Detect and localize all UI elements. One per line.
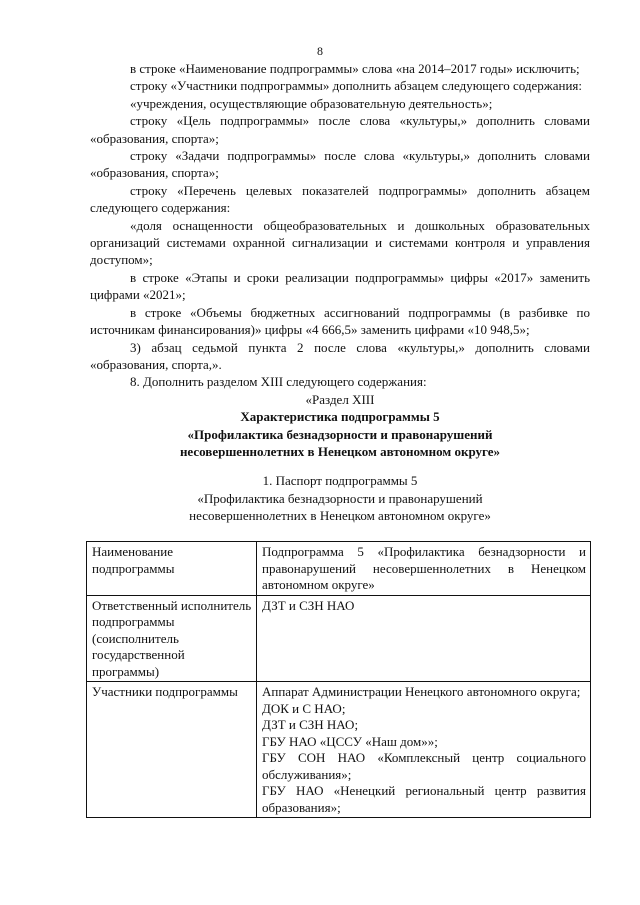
- row-label: Наименование подпрограммы: [87, 542, 257, 596]
- paragraph: строку «Задачи подпрограммы» после слова «культуры,» дополнить словами «образования, спорта»;: [90, 148, 590, 181]
- paragraph: строку «Перечень целевых показателей подпрограммы» дополнить абзацем следующего содержания:: [90, 182, 590, 216]
- paragraph: в строке «Наименование подпрограммы» слова «на 2014–2017 годы» исключить;: [130, 61, 580, 76]
- paragraph: 3) абзац седьмой пункта 2 после слова «культуры,» дополнить словами «образования, спорта,».: [90, 339, 590, 372]
- row-label: Ответственный исполнитель подпрограммы (соисполнитель государственной программы): [87, 595, 257, 682]
- section-title-line: несовершеннолетних в Ненецком автономном округе»: [179, 443, 501, 459]
- row-value-line: Подпрограмма 5 «Профилактика безнадзорности и правонарушений несовершеннолетних в Ненецком автономном округе»: [262, 544, 586, 592]
- row-value-line: ДЗТ и СЗН НАО;: [262, 717, 359, 732]
- row-value-line: ГБУ НАО «ЦССУ «Наш дом»»;: [262, 733, 438, 749]
- paragraph: в строке «Объемы бюджетных ассигнований подпрограммы (в разбивке по источникам финансирования)» цифры «4 666,5» заменить цифрами «10 948,5»;: [90, 304, 590, 338]
- section-title-line: «Профилактика безнадзорности и правонарушений: [187, 426, 493, 442]
- passport-table: [86, 541, 591, 818]
- section-label: «Раздел XIII: [305, 391, 375, 407]
- paragraph: строку «Цель подпрограммы» после слова «культуры,» дополнить словами «образования, спорта»;: [90, 113, 590, 146]
- row-value: [257, 542, 591, 596]
- row-label: Участники подпрограммы: [87, 682, 257, 818]
- row-value: [257, 595, 591, 682]
- paragraph: 8. Дополнить разделом XIII следующего содержания:: [130, 374, 427, 390]
- paragraph: в строке «Этапы и сроки реализации подпрограммы» цифры «2017» заменить цифрами «2021»;: [90, 269, 590, 303]
- passport-heading-line: 1. Паспорт подпрограммы 5: [262, 473, 418, 489]
- row-value-line: ГБУ СОН НАО «Комплексный центр социального обслуживания»;: [262, 750, 586, 782]
- row-value: [257, 682, 591, 818]
- table-row: [87, 682, 591, 818]
- row-value-line: ДОК и С НАО;: [262, 700, 346, 716]
- document-body: [90, 60, 590, 525]
- paragraph: «доля оснащенности общеобразовательных и дошкольных образовательных организаций системами охранной сигнализации и системами контроля и управления доступом»;: [90, 217, 590, 268]
- table-row: [87, 542, 591, 596]
- passport-heading-line: «Профилактика безнадзорности и правонарушений: [197, 490, 483, 506]
- row-value-line: ДЗТ и СЗН НАО: [262, 597, 355, 613]
- paragraph: «учреждения, осуществляющие образовательную деятельность»;: [130, 95, 493, 111]
- row-value-line: Аппарат Администрации Ненецкого автономного округа;: [262, 684, 581, 699]
- section-title-line: Характеристика подпрограммы 5: [240, 409, 440, 425]
- table-row: [87, 595, 591, 682]
- paragraph: строку «Участники подпрограммы» дополнить абзацем следующего содержания:: [130, 78, 582, 94]
- page-number: 8: [317, 44, 323, 58]
- passport-heading-line: несовершеннолетних в Ненецком автономном округе»: [189, 508, 491, 524]
- row-value-line: ГБУ НАО «Ненецкий региональный центр развития образования»;: [262, 783, 586, 815]
